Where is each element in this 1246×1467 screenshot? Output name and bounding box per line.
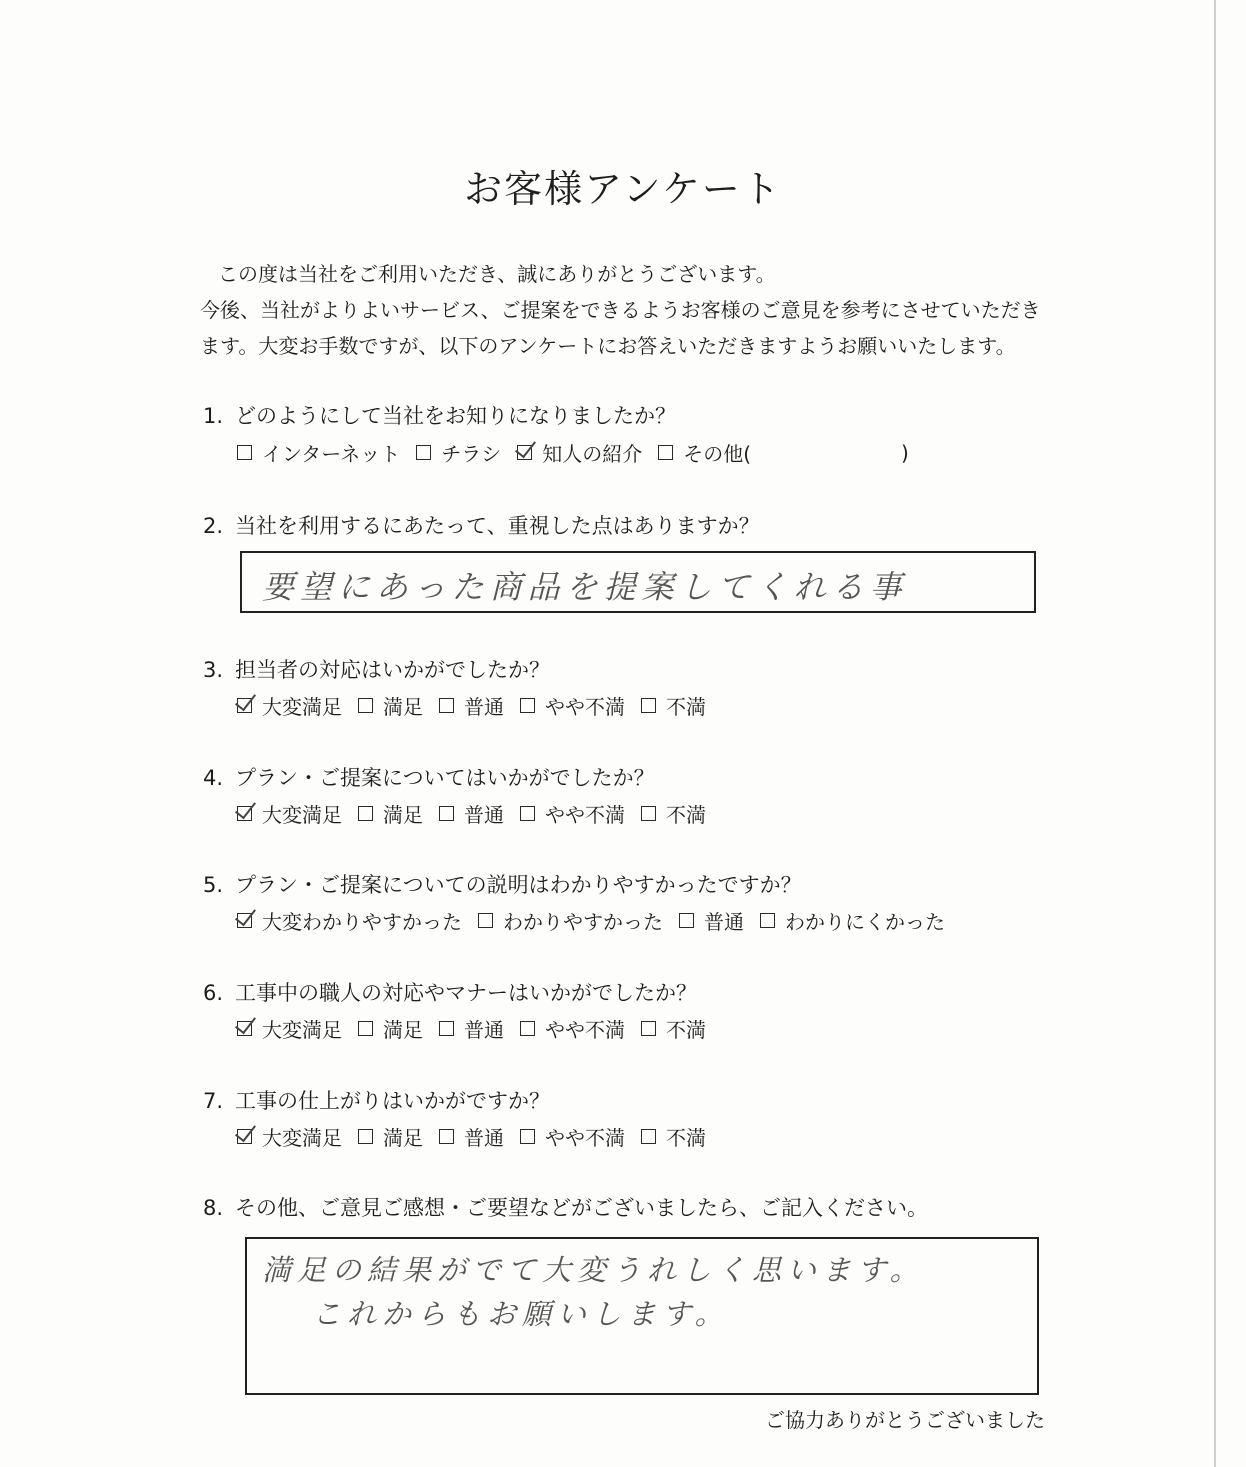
checkbox[interactable] [358,1129,373,1144]
checkbox[interactable] [679,913,694,928]
question-number: 4. [203,766,224,790]
thanks-text: ご協力ありがとうございました [765,1408,1045,1432]
checkbox[interactable] [641,1129,656,1144]
option-satisfied[interactable]: 満足 [358,1122,423,1151]
question-8 [203,1192,928,1222]
checkbox[interactable] [520,1021,535,1036]
question-text: どのようにして当社をお知りになりましたか？ [235,404,676,428]
checkbox[interactable] [641,698,656,713]
checkbox[interactable] [237,806,252,821]
checkbox[interactable] [358,1021,373,1036]
checkbox[interactable] [658,445,673,460]
option-clear[interactable]: わかりやすかった [478,906,663,935]
question-2 [203,510,760,540]
checkbox[interactable] [439,698,454,713]
question-number: 1. [203,404,224,428]
option-satisfied[interactable]: 満足 [358,691,423,720]
option-very-satisfied[interactable]: 大変満足 [237,1014,342,1043]
question-text: 工事の仕上がりはいかがですか？ [235,1089,550,1113]
options-q5 [237,906,961,935]
question-text: 当社を利用するにあたって、重視した点はありますか？ [235,514,760,538]
option-very-satisfied[interactable]: 大変満足 [237,691,342,720]
handwritten-answer: 要望にあった商品を提案してくれる事 [262,568,908,606]
option-flyer[interactable]: チラシ [416,438,501,467]
option-neutral[interactable]: 普通 [439,1014,504,1043]
option-neutral[interactable]: 普通 [439,1122,504,1151]
handwritten-comment-line-2: これからもお願いします。 [312,1297,730,1331]
checkbox[interactable] [416,445,431,460]
checkbox[interactable] [641,806,656,821]
checkbox[interactable] [520,698,535,713]
intro-text [200,256,1060,364]
option-dissatisfied[interactable]: 不満 [641,691,706,720]
question-text: プラン・ご提案についてはいかがでしたか？ [235,766,655,790]
question-1 [203,400,676,430]
checkbox[interactable] [237,698,252,713]
handwritten-comment-line-1: 満足の結果がでて大変うれしく思います。 [262,1253,925,1287]
checkbox[interactable] [358,806,373,821]
question-number: 2. [203,514,224,538]
intro-line: この度は当社をご利用いただき、誠にありがとうございます。 [218,262,776,286]
option-satisfied[interactable]: 満足 [358,1014,423,1043]
option-dissatisfied[interactable]: 不満 [641,1122,706,1151]
options-q1 [237,438,925,467]
option-dissatisfied[interactable]: 不満 [641,799,706,828]
question-4 [203,762,655,792]
question-text: 工事中の職人の対応やマナーはいかがでしたか？ [235,981,697,1005]
question-number: 7. [203,1089,224,1113]
checkbox[interactable] [358,698,373,713]
intro-line: 今後、当社がよりよいサービス、ご提案をできるようお客様のご意見を参考にさせていただき [200,298,1041,322]
checkbox[interactable] [439,1021,454,1036]
question-text: 担当者の対応はいかがでしたか？ [235,658,550,682]
question-text: その他、ご意見ご感想・ご要望などがございましたら、ご記入ください。 [235,1196,928,1220]
option-very-satisfied[interactable]: 大変満足 [237,799,342,828]
option-neutral[interactable]: 普通 [439,691,504,720]
option-other[interactable]: その他( ) [658,438,909,467]
checkbox[interactable] [439,806,454,821]
option-somewhat-dissatisfied[interactable]: やや不満 [520,1014,625,1043]
option-internet[interactable]: インターネット [237,438,400,467]
checkbox[interactable] [478,913,493,928]
question-3 [203,654,550,684]
option-neutral[interactable]: 普通 [679,906,744,935]
intro-line: ます。大変お手数ですが、以下のアンケートにお答えいただきますようお願いいたします。 [200,334,1016,358]
options-q7 [237,1122,722,1151]
option-somewhat-dissatisfied[interactable]: やや不満 [520,691,625,720]
question-7 [203,1085,550,1115]
option-referral[interactable]: 知人の紹介 [517,438,642,467]
question-number: 5. [203,873,224,897]
checkbox[interactable] [439,1129,454,1144]
checkbox[interactable] [237,913,252,928]
question-number: 3. [203,658,224,682]
option-very-clear[interactable]: 大変わかりやすかった [237,906,462,935]
checkbox[interactable] [237,1021,252,1036]
checkbox[interactable] [760,913,775,928]
options-q6 [237,1014,722,1043]
option-satisfied[interactable]: 満足 [358,799,423,828]
question-6 [203,977,697,1007]
question-5 [203,869,802,899]
question-text: プラン・ご提案についての説明はわかりやすかったですか？ [235,873,802,897]
page-title: お客様アンケート [464,167,782,211]
checkbox[interactable] [517,445,532,460]
checkbox[interactable] [237,445,252,460]
option-dissatisfied[interactable]: 不満 [641,1014,706,1043]
options-q4 [237,799,722,828]
options-q3 [237,691,722,720]
option-very-satisfied[interactable]: 大変満足 [237,1122,342,1151]
option-unclear[interactable]: わかりにくかった [760,906,945,935]
question-number: 6. [203,981,224,1005]
checkbox[interactable] [237,1129,252,1144]
page-edge-line [1214,0,1216,1467]
checkbox[interactable] [520,1129,535,1144]
checkbox[interactable] [520,806,535,821]
option-somewhat-dissatisfied[interactable]: やや不満 [520,799,625,828]
option-neutral[interactable]: 普通 [439,799,504,828]
option-somewhat-dissatisfied[interactable]: やや不満 [520,1122,625,1151]
checkbox[interactable] [641,1021,656,1036]
question-number: 8. [203,1196,224,1220]
